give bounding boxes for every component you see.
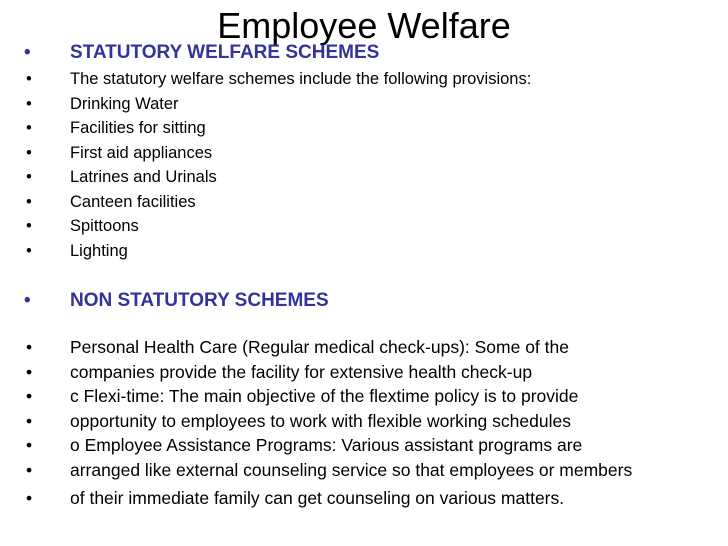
statutory-schemes-heading — [24, 41, 714, 65]
list-item-text: Spittoons — [70, 217, 139, 235]
list-item — [24, 92, 714, 117]
bullet-icon: • — [26, 459, 33, 480]
list-item-text: First aid appliances — [70, 143, 213, 162]
list-item-text: of their immediate family can get counseling on various matters. — [70, 488, 565, 508]
bullet-icon: • — [24, 290, 31, 311]
list-item — [24, 409, 714, 434]
list-item-text: c Flexi-time: The main objective of the flextime policy is to provide — [70, 386, 579, 406]
bullet-icon: • — [26, 94, 32, 113]
bullet-icon: • — [24, 42, 31, 63]
list-item — [24, 433, 714, 458]
list-item-text: companies provide the facility for extensive health check-up — [70, 361, 533, 382]
list-item — [24, 458, 714, 483]
list-item — [24, 141, 714, 166]
bullet-icon: • — [26, 168, 32, 186]
list-item — [24, 360, 714, 385]
non-statutory-schemes-list — [24, 289, 714, 511]
statutory-schemes-list — [24, 41, 714, 263]
list-item-text: The statutory welfare schemes include the following provisions: — [70, 70, 532, 88]
list-item-text: Facilities for sitting — [70, 119, 206, 137]
list-item-text: Drinking Water — [70, 94, 179, 113]
bullet-icon: • — [26, 488, 33, 508]
slide-title: Employee Welfare — [217, 5, 511, 46]
list-item — [24, 239, 714, 264]
bullet-icon: • — [26, 70, 32, 88]
bullet-icon: • — [26, 241, 32, 260]
list-item — [24, 384, 714, 409]
list-item-text: Lighting — [70, 241, 128, 260]
bullet-icon: • — [26, 410, 33, 431]
non-statutory-schemes-heading — [24, 289, 714, 313]
heading-text: STATUTORY WELFARE SCHEMES — [70, 42, 380, 63]
list-item — [24, 214, 714, 239]
bullet-icon: • — [26, 361, 33, 382]
list-item-text: Canteen facilities — [70, 192, 196, 211]
list-item — [24, 486, 714, 511]
list-item-text: arranged like external counseling service so that employees or members — [70, 459, 633, 480]
list-item-text: opportunity to employees to work with flexible working schedules — [70, 410, 571, 431]
heading-text: NON STATUTORY SCHEMES — [70, 290, 329, 311]
list-item — [24, 116, 714, 141]
list-item — [24, 335, 714, 360]
bullet-icon: • — [26, 192, 32, 211]
list-item-text: Personal Health Care (Regular medical check-ups): Some of the — [70, 337, 569, 357]
list-item — [24, 165, 714, 190]
list-item-text: o Employee Assistance Programs: Various assistant programs are — [70, 435, 583, 455]
list-item-text: Latrines and Urinals — [70, 168, 217, 186]
list-item — [24, 67, 714, 92]
bullet-icon: • — [26, 435, 33, 455]
bullet-icon: • — [26, 337, 33, 357]
bullet-icon: • — [26, 217, 32, 235]
bullet-icon: • — [26, 143, 32, 162]
list-item — [24, 190, 714, 215]
bullet-icon: • — [26, 386, 33, 406]
bullet-icon: • — [26, 119, 32, 137]
